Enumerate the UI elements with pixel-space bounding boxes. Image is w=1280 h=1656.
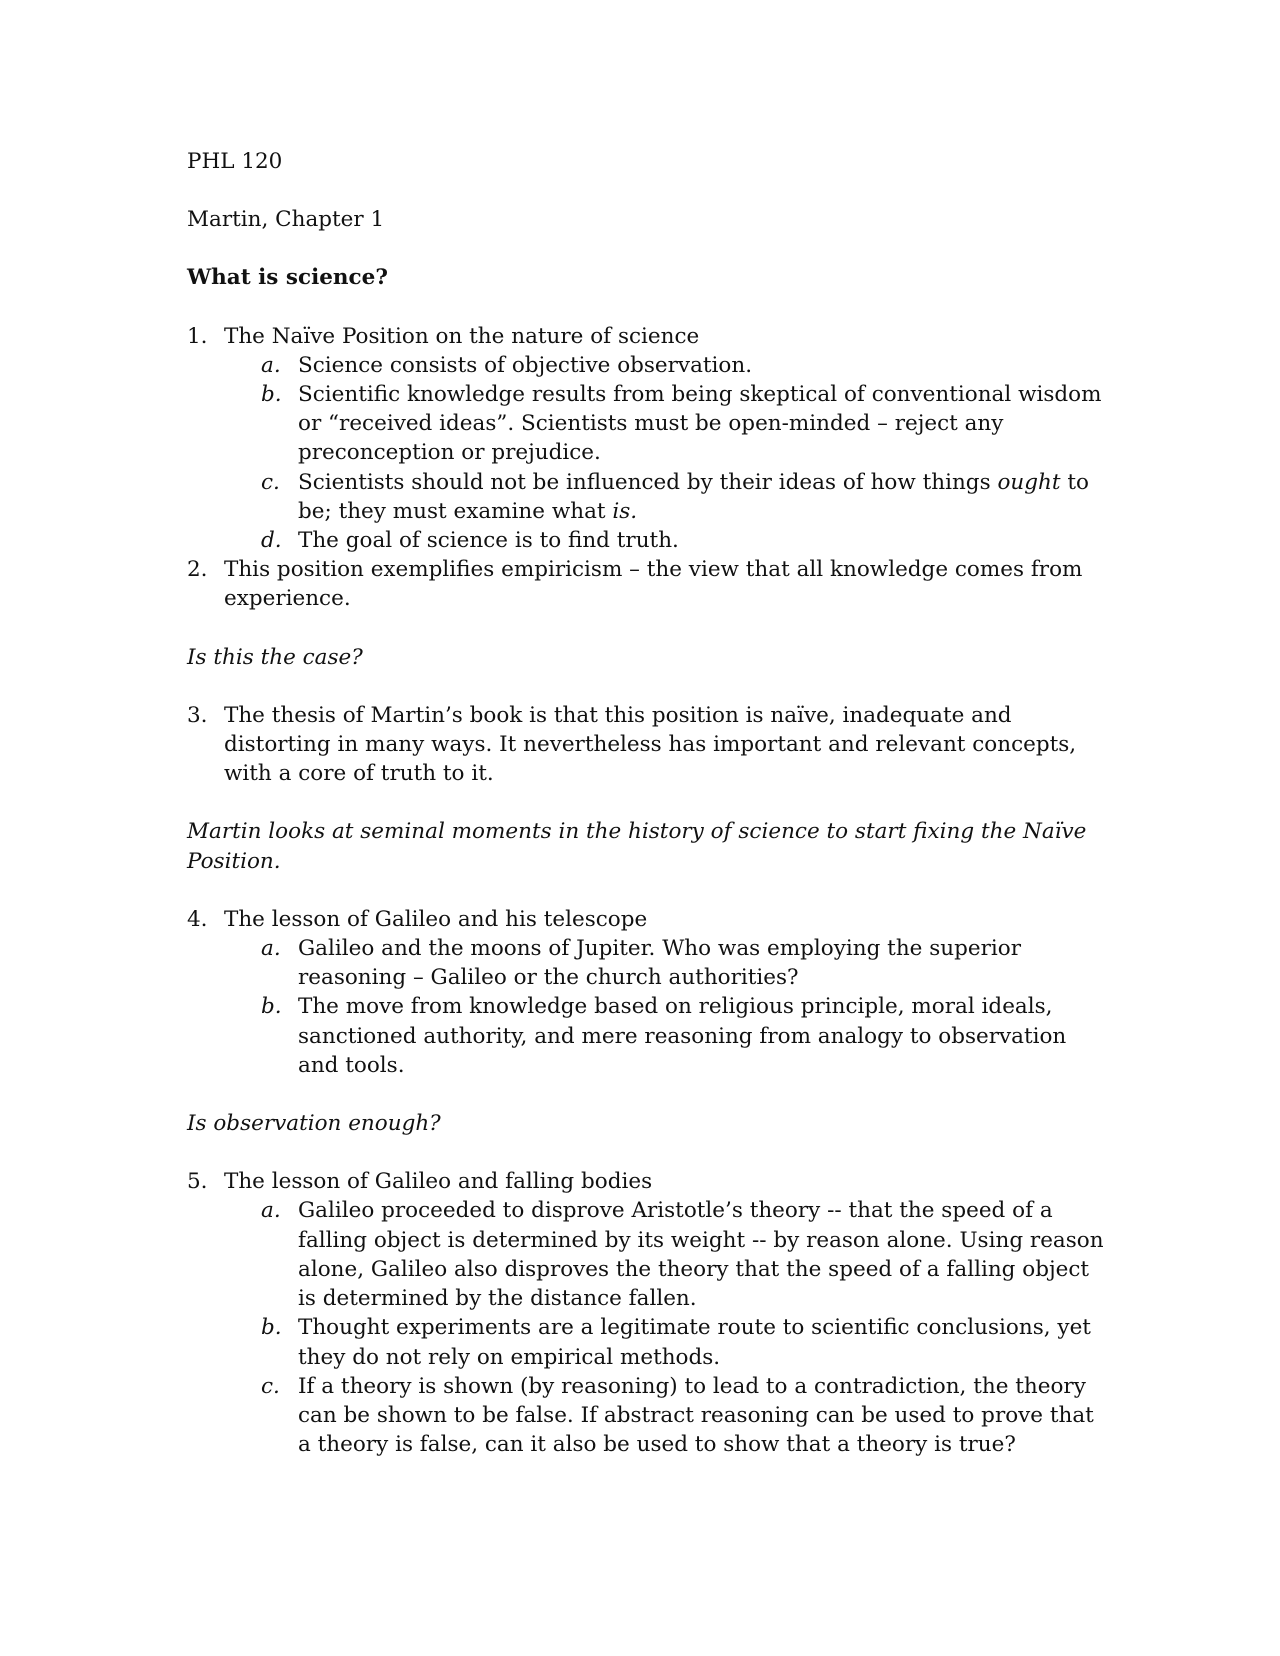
sub-item-text: Science consists of objective observation. — [298, 352, 753, 378]
reading-reference: Martin, Chapter 1 — [187, 207, 385, 233]
outline-list-3 — [187, 905, 1107, 1080]
sub-item-text: Galileo and the moons of Jupiter. Who was employing the superior reasoning – Galileo or the church authorities? — [298, 936, 1021, 991]
sub-item-text: Scientific knowledge results from being skeptical of conventional wisdom or “received ideas”. Scientists must be open-minded – reject any preconception or prejudice. — [298, 382, 1102, 466]
sub-list — [224, 351, 1107, 555]
sub-list-item — [261, 380, 1107, 468]
sub-list — [224, 934, 1107, 1080]
item-text: The Naïve Position on the nature of science — [224, 323, 700, 349]
sub-item-text: The goal of science is to find truth. — [298, 528, 679, 554]
sub-item-text: Thought experiments are a legitimate route to scientific conclusions, yet they do not rely on empirical methods. — [298, 1315, 1091, 1370]
list-item — [187, 555, 1107, 613]
course-code: PHL 120 — [187, 149, 283, 174]
item-number: 4. — [187, 906, 208, 932]
list-item — [187, 322, 1107, 556]
item-letter: a. — [261, 936, 281, 962]
sub-item-text-part: Scientists should not be influenced by their ideas of how things — [298, 469, 998, 495]
item-letter: b. — [261, 1315, 282, 1341]
item-text: The thesis of Martin’s book is that this position is naïve, inadequate and distorting in many ways. It nevertheless has important and relevant concepts, with a core of truth to it. — [224, 702, 1077, 787]
item-letter: a. — [261, 352, 281, 378]
sub-list-item — [261, 1196, 1107, 1313]
outline-list-2 — [187, 701, 1107, 789]
sub-item-text: The move from knowledge based on religious principle, moral ideals, sanctioned authority, and mere reasoning from analogy to observation and tools. — [298, 994, 1067, 1078]
outline-list-1 — [187, 322, 1107, 614]
item-text: This position exemplifies empiricism – the view that all knowledge comes from experience. — [224, 557, 1083, 612]
sub-item-text-part: to be; they must examine what — [298, 469, 1089, 524]
item-number: 2. — [187, 557, 208, 583]
item-letter: c. — [261, 469, 280, 495]
sub-list-item — [261, 351, 1107, 380]
document-page — [187, 147, 1107, 1488]
item-number: 5. — [187, 1169, 208, 1195]
sub-list-item — [261, 1313, 1107, 1371]
item-letter: d. — [261, 528, 282, 554]
list-item — [187, 905, 1107, 1080]
item-letter: c. — [261, 1373, 280, 1399]
emphasis-ought: ought — [997, 469, 1061, 495]
section-heading: What is science? — [187, 265, 388, 291]
transition-note: Martin looks at seminal moments in the history of science to start fixing the Naïve Position. — [187, 819, 1087, 874]
sub-list-item — [261, 526, 1107, 555]
item-letter: b. — [261, 382, 282, 408]
item-text: The lesson of Galileo and falling bodies — [224, 1169, 653, 1195]
sub-list-item — [261, 992, 1107, 1080]
question-note: Is this the case? — [187, 644, 363, 670]
item-number: 3. — [187, 702, 208, 728]
sub-item-text: If a theory is shown (by reasoning) to lead to a contradiction, the theory can be shown to be false. If abstract reasoning can be used to prove that a theory is false, can it also be used to show that a theory is true? — [298, 1373, 1094, 1458]
sub-item-text: Galileo proceeded to disprove Aristotle’s theory -- that the speed of a falling object is determined by its weight -- by reason alone. Using reason alone, Galileo also disproves the theory that the speed of a falling object is determined by the distance fallen. — [298, 1198, 1104, 1312]
item-number: 1. — [187, 323, 208, 349]
question-note: Is observation enough? — [187, 1111, 441, 1137]
sub-list — [224, 1196, 1107, 1459]
list-item — [187, 701, 1107, 789]
sub-list-item — [261, 934, 1107, 992]
emphasis-is: is. — [612, 498, 638, 524]
list-item — [187, 1167, 1107, 1459]
outline-list-4 — [187, 1167, 1107, 1459]
item-text: The lesson of Galileo and his telescope — [224, 906, 648, 932]
item-letter: a. — [261, 1198, 281, 1224]
item-letter: b. — [261, 994, 282, 1020]
sub-list-item — [261, 1372, 1107, 1460]
sub-list-item — [261, 468, 1107, 526]
